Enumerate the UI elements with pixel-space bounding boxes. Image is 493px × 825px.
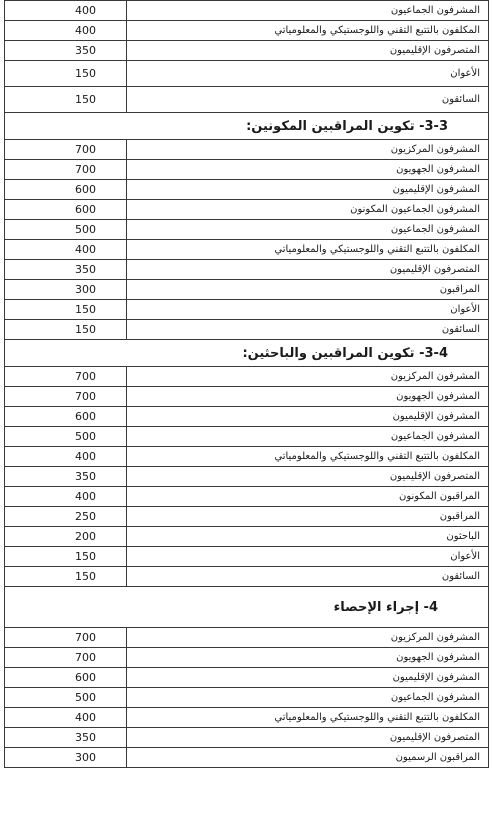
- amount-cell: 600: [5, 668, 127, 688]
- section-header: [5, 113, 489, 140]
- amount-cell: 350: [5, 467, 127, 487]
- category-cell: المشرفون الإقليميون: [127, 407, 489, 427]
- amount-cell: 400: [5, 21, 127, 41]
- amount-cell: 700: [5, 628, 127, 648]
- category-cell: الباحثون: [127, 527, 489, 547]
- table-row: [5, 487, 489, 507]
- category-cell: المراقبون الرسميون: [127, 748, 489, 768]
- category-cell: المكلفون بالتتبع التقني واللوجستيكي والمعلومياتي: [127, 447, 489, 467]
- category-cell: المراقبون المكونون: [127, 487, 489, 507]
- category-cell: المشرفون الجماعيون: [127, 688, 489, 708]
- amount-cell: 700: [5, 648, 127, 668]
- amount-cell: 500: [5, 427, 127, 447]
- table-row: [5, 427, 489, 447]
- category-cell: المشرفون الإقليميون: [127, 180, 489, 200]
- category-cell: المشرفون الإقليميون: [127, 668, 489, 688]
- table-row: [5, 320, 489, 340]
- category-cell: المشرفون الجماعيون المكونون: [127, 200, 489, 220]
- table-row: [5, 87, 489, 113]
- table-row: [5, 160, 489, 180]
- table-row: [5, 467, 489, 487]
- category-cell: السائقون: [127, 320, 489, 340]
- section-title: 3-3- تكوين المراقبين المكونين:: [5, 113, 489, 140]
- amount-cell: 700: [5, 140, 127, 160]
- category-cell: المتصرفون الإقليميون: [127, 260, 489, 280]
- category-cell: الأعوان: [127, 61, 489, 87]
- amount-cell: 300: [5, 748, 127, 768]
- amount-cell: 150: [5, 567, 127, 587]
- table-row: [5, 140, 489, 160]
- table-row: [5, 648, 489, 668]
- table-row: [5, 220, 489, 240]
- section-header: [5, 587, 489, 628]
- table-row: [5, 367, 489, 387]
- category-cell: المكلفون بالتتبع التقني واللوجستيكي والمعلومياتي: [127, 240, 489, 260]
- table-row: [5, 728, 489, 748]
- table-row: [5, 447, 489, 467]
- amount-cell: 350: [5, 41, 127, 61]
- category-cell: المشرفون المركزيون: [127, 367, 489, 387]
- amount-cell: 150: [5, 320, 127, 340]
- amount-cell: 600: [5, 200, 127, 220]
- amount-cell: 400: [5, 708, 127, 728]
- category-cell: المراقبون: [127, 280, 489, 300]
- amount-cell: 500: [5, 220, 127, 240]
- amount-cell: 700: [5, 367, 127, 387]
- section-header: [5, 340, 489, 367]
- category-cell: الأعوان: [127, 547, 489, 567]
- amount-cell: 350: [5, 728, 127, 748]
- table-row: [5, 240, 489, 260]
- table-row: [5, 628, 489, 648]
- table-row: [5, 507, 489, 527]
- category-cell: المراقبون: [127, 507, 489, 527]
- allowance-table: [4, 0, 489, 768]
- amount-cell: 250: [5, 507, 127, 527]
- amount-cell: 700: [5, 387, 127, 407]
- category-cell: المشرفون الجماعيون: [127, 220, 489, 240]
- table-row: [5, 260, 489, 280]
- amount-cell: 400: [5, 447, 127, 467]
- amount-cell: 600: [5, 407, 127, 427]
- amount-cell: 400: [5, 1, 127, 21]
- table-row: [5, 527, 489, 547]
- section-title: 3-4- تكوين المراقبين والباحثين:: [5, 340, 489, 367]
- category-cell: المتصرفون الإقليميون: [127, 41, 489, 61]
- amount-cell: 700: [5, 160, 127, 180]
- table-row: [5, 547, 489, 567]
- table-row: [5, 21, 489, 41]
- table-row: [5, 688, 489, 708]
- category-cell: المشرفون الجهويون: [127, 160, 489, 180]
- table-row: [5, 708, 489, 728]
- amount-cell: 400: [5, 240, 127, 260]
- amount-cell: 150: [5, 87, 127, 113]
- table-row: [5, 200, 489, 220]
- category-cell: المشرفون الجماعيون: [127, 427, 489, 447]
- category-cell: المشرفون المركزيون: [127, 628, 489, 648]
- category-cell: السائقون: [127, 567, 489, 587]
- section-title: 4- إجراء الإحصاء: [5, 587, 489, 628]
- table-row: [5, 61, 489, 87]
- table-row: [5, 280, 489, 300]
- category-cell: المشرفون الجماعيون: [127, 1, 489, 21]
- amount-cell: 500: [5, 688, 127, 708]
- table-row: [5, 748, 489, 768]
- category-cell: السائقون: [127, 87, 489, 113]
- category-cell: المشرفون الجهويون: [127, 648, 489, 668]
- amount-cell: 150: [5, 547, 127, 567]
- amount-cell: 150: [5, 300, 127, 320]
- table-row: [5, 387, 489, 407]
- amount-cell: 300: [5, 280, 127, 300]
- category-cell: المشرفون الجهويون: [127, 387, 489, 407]
- amount-cell: 350: [5, 260, 127, 280]
- category-cell: المتصرفون الإقليميون: [127, 728, 489, 748]
- table-row: [5, 668, 489, 688]
- category-cell: المشرفون المركزيون: [127, 140, 489, 160]
- category-cell: الأعوان: [127, 300, 489, 320]
- table-row: [5, 300, 489, 320]
- amount-cell: 400: [5, 487, 127, 507]
- category-cell: المكلفون بالتتبع التقني واللوجستيكي والمعلومياتي: [127, 21, 489, 41]
- amount-cell: 150: [5, 61, 127, 87]
- amount-cell: 200: [5, 527, 127, 547]
- table-row: [5, 567, 489, 587]
- category-cell: المتصرفون الإقليميون: [127, 467, 489, 487]
- table-row: [5, 1, 489, 21]
- table-row: [5, 407, 489, 427]
- table-row: [5, 180, 489, 200]
- category-cell: المكلفون بالتتبع التقني واللوجستيكي والمعلومياتي: [127, 708, 489, 728]
- amount-cell: 600: [5, 180, 127, 200]
- table-row: [5, 41, 489, 61]
